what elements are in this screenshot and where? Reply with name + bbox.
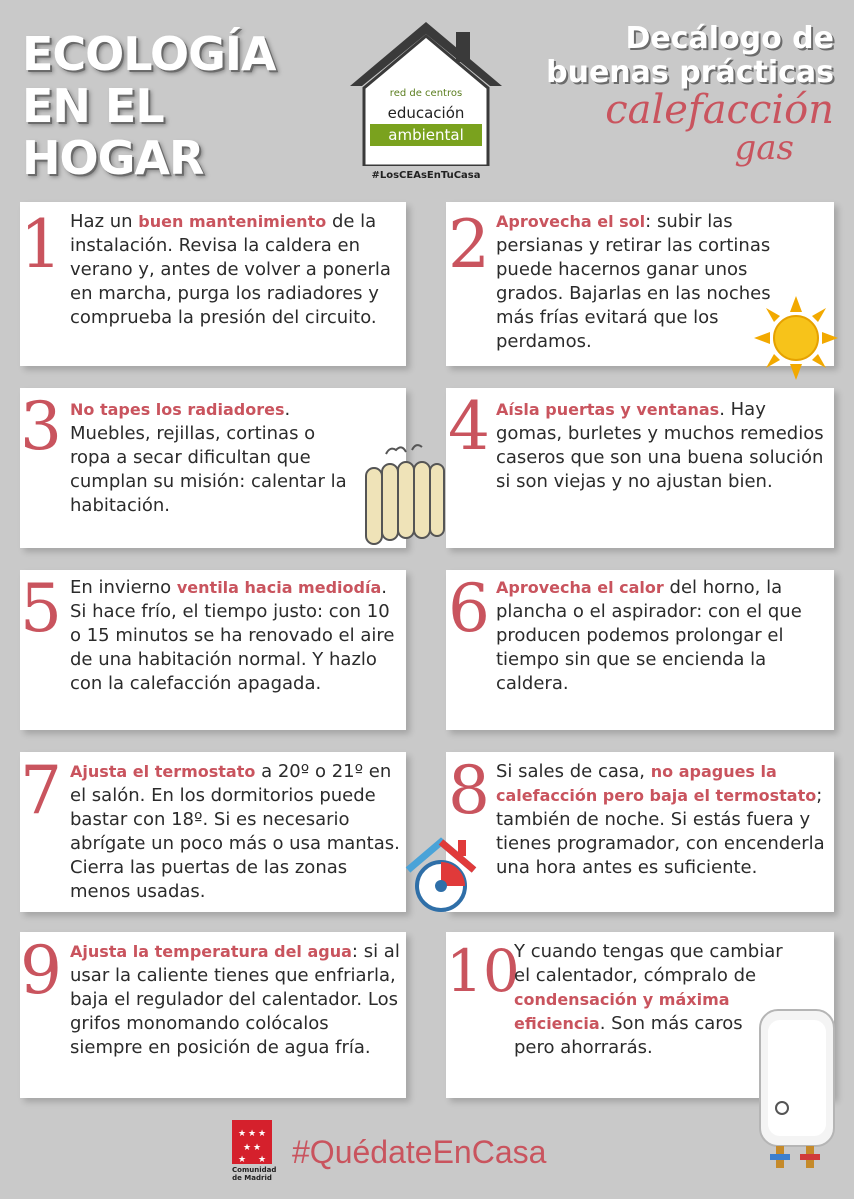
tip-text: Ajusta el termostato a 20º o 21º en el salón. En los dormitorios puede bastar con 18º. Si es necesario abrígate un poco más o usa mantas. Cierra las puertas de las zonas menos usadas. [70, 761, 400, 902]
tip-number: 3 [20, 388, 62, 465]
subtitle-line: buenas prácticas [546, 55, 834, 90]
main-title [22, 27, 276, 185]
logo-hashtag: #LosCEAsEnTuCasa [371, 170, 481, 181]
tip-text: Aprovecha el calor del horno, la plancha o el aspirador: con el que producen podemos prolongar el tiempo sin que se encienda la caldera. [496, 577, 802, 694]
svg-text:★: ★ [242, 1143, 252, 1153]
footer-hashtag: #QuédateEnCasa [292, 1134, 547, 1170]
tip-text: Y cuando tengas que cambiar el calentador, cómpralo de condensación y máxima eficiencia. Son más caros pero ahorrarás. [514, 941, 783, 1058]
svg-text:★: ★ [237, 1155, 247, 1164]
madrid-logo [232, 1120, 277, 1182]
tip-number: 6 [448, 570, 490, 647]
tip-number: 1 [20, 206, 62, 283]
tip-text: No tapes los radiadores. Muebles, rejillas, cortinas o ropa a secar dificultan que cumplan su misión: calentar la habitación. [70, 399, 347, 516]
tip-highlight: no apagues la calefacción pero baja el termostato [496, 762, 817, 805]
tip-text: En invierno ventila hacia mediodía. Si hace frío, el tiempo justo: con 10 o 15 minutos se ha renovado el aire de una habitación normal. Y hazlo con la calefacción apagada. [70, 577, 395, 694]
main-title-line: EN EL [22, 79, 164, 133]
tip-number: 7 [20, 752, 62, 829]
tip-card-7 [20, 752, 406, 912]
tip-highlight: buen mantenimiento [138, 212, 327, 231]
tip-text: Haz un buen mantenimiento de la instalación. Revisa la caldera en verano y, antes de volver a ponerla en marcha, purga los radiadores y comprueba la presión del circuito. [70, 211, 391, 328]
logo-line-1: red de centros [389, 88, 463, 99]
thermostat-icon [402, 834, 480, 914]
subtitle-accent: gas [734, 128, 794, 168]
tip-card-4 [446, 388, 834, 548]
tip-highlight: Ajusta el termostato [70, 762, 256, 781]
cea-logo [346, 16, 506, 186]
tip-card-6 [446, 570, 834, 730]
subtitle [514, 22, 834, 166]
madrid-stars-icon [232, 1120, 272, 1164]
radiator-icon [356, 440, 452, 552]
main-title-line: ECOLOGÍA [22, 27, 276, 81]
tip-number: 10 [446, 937, 520, 1005]
tip-number: 4 [448, 388, 490, 465]
tip-highlight: Ajusta la temperatura del agua [70, 942, 352, 961]
water-heater-icon [752, 1006, 842, 1176]
tip-card-9 [20, 932, 406, 1098]
tip-highlight: Aprovecha el sol [496, 212, 646, 231]
svg-text:★: ★ [257, 1155, 267, 1164]
tip-card-8 [446, 752, 834, 912]
tip-card-1 [20, 202, 406, 366]
tip-text: Si sales de casa, no apagues la calefacción pero baja el termostato; también de noche. Si estás fuera y tienes programador, con encenderla una hora antes es suficiente. [496, 761, 825, 878]
logo-line-2: educación [387, 104, 465, 122]
tip-text: Aísla puertas y ventanas. Hay gomas, burletes y muchos remedios caseros que son una buena solución si son viejas y no ajustan bien. [496, 399, 824, 492]
tip-highlight: Aísla puertas y ventanas [496, 400, 720, 419]
svg-text:★: ★ [252, 1143, 262, 1153]
tip-number: 5 [20, 570, 62, 647]
subtitle-accent: calefacción [605, 87, 834, 133]
subtitle-line: Decálogo de [625, 21, 834, 56]
tip-highlight: Aprovecha el calor [496, 578, 664, 597]
tip-card-5 [20, 570, 406, 730]
tip-card-3 [20, 388, 406, 548]
logo-line-3: ambiental [370, 124, 482, 146]
svg-text:★: ★ [247, 1129, 257, 1139]
svg-text:★: ★ [237, 1129, 247, 1139]
tip-number: 9 [20, 932, 62, 1009]
tip-highlight: condensación y máxima eficiencia [514, 990, 730, 1033]
svg-text:★: ★ [257, 1129, 267, 1139]
main-title-line: HOGAR [22, 131, 204, 185]
tip-highlight: No tapes los radiadores [70, 400, 285, 419]
tip-highlight: ventila hacia mediodía [176, 578, 382, 597]
sun-icon [754, 296, 838, 380]
tip-number: 8 [448, 752, 490, 829]
tip-text: Aprovecha el sol: subir las persianas y retirar las cortinas puede hacernos ganar unos grados. Bajarlas en las noches más frías evitará que los perdamos. [496, 211, 771, 352]
tip-number: 2 [448, 206, 490, 283]
tip-text: Ajusta la temperatura del agua: si al usar la caliente tienes que enfriarla, baja el regulador del calentador. Los grifos monomando colócalos siempre en posición de agua fría. [70, 941, 400, 1058]
madrid-text: Comunidad de Madrid [232, 1166, 277, 1182]
